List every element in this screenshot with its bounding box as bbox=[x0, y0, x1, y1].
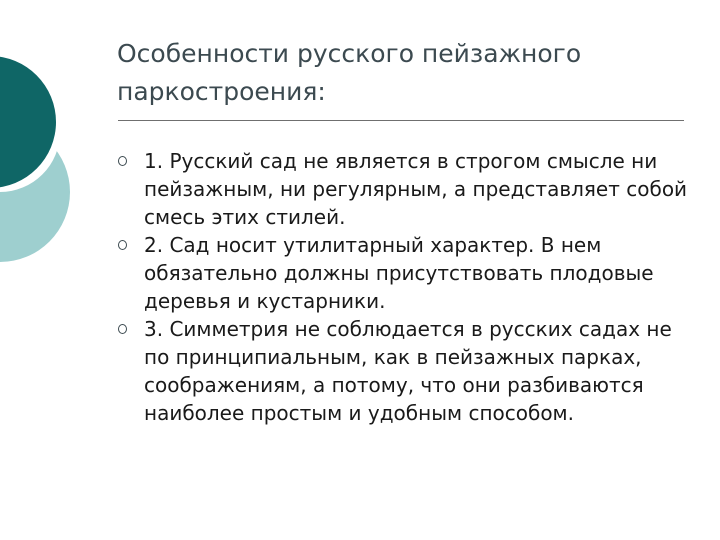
bullet-text: 3. Симметрия не соблюдается в русских садах не по принципиальным, как в пейзажных парках, соображениям, а потому, что они разбиваются наиболее простым и удобным способом. bbox=[144, 317, 672, 425]
bullet-item bbox=[118, 231, 688, 315]
bullet-list bbox=[118, 147, 688, 427]
hollow-circle-bullet-icon bbox=[118, 156, 127, 166]
hollow-circle-bullet-icon bbox=[118, 240, 127, 250]
bullet-item bbox=[118, 147, 688, 231]
decorative-circles bbox=[0, 0, 120, 300]
bullet-text: 2. Сад носит утилитарный характер. В нем обязательно должны присутствовать плодовые деревья и кустарники. bbox=[144, 233, 654, 313]
bullet-text: 1. Русский сад не является в строгом смысле ни пейзажным, ни регулярным, а представляет собой смесь этих стилей. bbox=[144, 149, 688, 229]
title-divider bbox=[118, 120, 684, 121]
bullet-item bbox=[118, 315, 688, 427]
slide-title: Особенности русского пейзажного паркостроения: bbox=[117, 39, 582, 106]
hollow-circle-bullet-icon bbox=[118, 324, 127, 334]
